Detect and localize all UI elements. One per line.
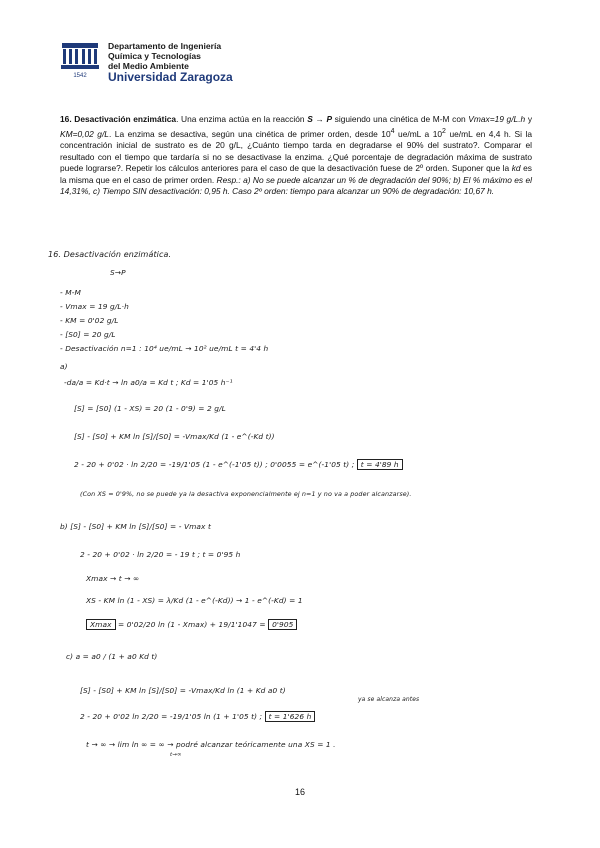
hw-line: - KM = 0'02 g/L xyxy=(60,316,119,325)
problem-text: ue/mL en 4,4 h. Si la concentración inicial de sustrato es de 20 g/L, ¿Cuánto tiempo tarda en degradarse el 90% del sustrato?. Comparar el resultado con el tiempo que tardaría si no se desactivase la enzima. ¿Qué porcentaje de degradación máxima de sustrato puede lograrse?. Repetir los cálculos anteriores para el caso de que la desactivación fuese de 2º orden. Suponer que la xyxy=(60,128,532,174)
exponent: 2 xyxy=(442,127,446,135)
hw-line xyxy=(74,460,403,469)
hw-line: 2 - 20 + 0'02 · ln 2/20 = - 19 t ; t = 0'95 h xyxy=(80,550,241,559)
hw-line: [S] - [S0] + KM ln [S]/[S0] = -Vmax/Kd ln (1 + Kd a0 t) xyxy=(80,686,286,695)
hw-line: t → ∞ → lim ln ∞ = ∞ → podré alcanzar teóricamente una XS = 1 . xyxy=(86,740,336,749)
vmax-value: Vmax=19 g/L.h xyxy=(468,114,526,124)
exponent: 4 xyxy=(390,127,395,135)
hw-line: XS - KM ln (1 - XS) = λ/Kd (1 - e^(-Kd)) → 1 - e^(-Kd) = 1 xyxy=(86,596,303,605)
university-name: Universidad Zaragoza xyxy=(108,70,233,84)
problem-text: . Una enzima actúa en la reacción xyxy=(176,114,308,124)
hw-line: - [S0] = 20 g/L xyxy=(60,330,116,339)
kd-symbol: kd xyxy=(511,163,521,174)
hw-line: Xmax → t → ∞ xyxy=(86,574,140,583)
hw-line: - Desactivación n=1 : 10⁴ ue/mL → 10² ue/mL t = 4'4 h xyxy=(60,344,269,353)
hw-equation: 2 - 20 + 0'02 · ln 2/20 = -19/1'05 (1 - e^(-1'05 t)) ; 0'0055 = e^(-1'05 t) ; xyxy=(74,460,355,469)
hw-line: [S] = [S0] (1 - XS) = 20 (1 - 0'9) = 2 g/L xyxy=(74,404,226,413)
problem-title: Desactivación enzimática xyxy=(74,114,177,124)
result-box: Xmax xyxy=(86,619,116,630)
hw-subscript: t→∞ xyxy=(170,752,182,758)
hw-line: b) [S] - [S0] + KM ln [S]/[S0] = - Vmax t xyxy=(60,522,211,531)
department-header xyxy=(108,41,233,84)
problem-text: ue/mL a 10 xyxy=(394,128,443,139)
hw-line: - Vmax = 19 g/L·h xyxy=(60,302,129,311)
hw-equation: 2 - 20 + 0'02 ln 2/20 = -19/1'05 ln (1 + 1'05 t) ; xyxy=(80,712,263,721)
result-box: t = 4'89 h xyxy=(357,459,403,470)
reaction: S → P xyxy=(307,114,333,124)
dept-line-1: Departamento de Ingeniería xyxy=(108,41,222,51)
problem-text: es la misma que en el caso de primer orden. xyxy=(60,163,532,185)
problem-statement xyxy=(60,114,532,198)
hw-line xyxy=(86,620,297,629)
university-logo xyxy=(58,40,102,80)
dept-line-2: Química y Tecnologías xyxy=(108,51,201,61)
hw-line: c) a = a0 / (1 + a0 Kd t) xyxy=(66,652,158,661)
page-number: 16 xyxy=(294,787,305,797)
result-box: t = 1'626 h xyxy=(265,711,316,722)
hw-note: ya se alcanza antes xyxy=(358,696,420,703)
hw-part-label: a) xyxy=(60,362,68,371)
hw-line: - M-M xyxy=(60,288,81,297)
logo-year: 1542 xyxy=(73,73,87,79)
answer-text: a) No se puede alcanzar un % de degradación del 90%; b) El % máximo es el 14,31%, c) Tiempo SIN desactivación: 0,95 h. Caso 2º orden: tiempo para alcanzar un 90% de degradación: 10,67 h. xyxy=(60,174,532,197)
problem-text: siguiendo una cinética de M-M con xyxy=(332,114,469,124)
hw-line xyxy=(80,712,315,721)
dept-line-3: del Medio Ambiente xyxy=(108,61,189,71)
hw-line: -da/a = Kd·t → ln a0/a = Kd t ; Kd = 1'05 h⁻¹ xyxy=(64,378,233,387)
hw-line: [S] - [S0] + KM ln [S]/[S0] = -Vmax/Kd (1 - e^(-Kd t)) xyxy=(74,432,275,441)
hw-heading: 16. Desactivación enzimática. xyxy=(48,250,172,259)
answer-label: Resp.: xyxy=(216,174,241,185)
hw-reaction: S→P xyxy=(110,268,126,277)
km-value: KM=0,02 g/L xyxy=(60,128,109,139)
problem-number: 16. xyxy=(60,114,72,124)
result-box: 0'905 xyxy=(268,619,297,630)
problem-text: y xyxy=(525,114,533,124)
problem-text: . La enzima se desactiva, según una cinética de primer orden, desde 10 xyxy=(108,128,391,139)
hw-note: (Con XS = 0'9%, no se puede ya la desactiva exponencialmente ej n=1 y no va a poder alcanzarse). xyxy=(80,490,412,498)
hw-equation: = 0'02/20 ln (1 - Xmax) + 19/1'1047 = xyxy=(118,620,266,629)
